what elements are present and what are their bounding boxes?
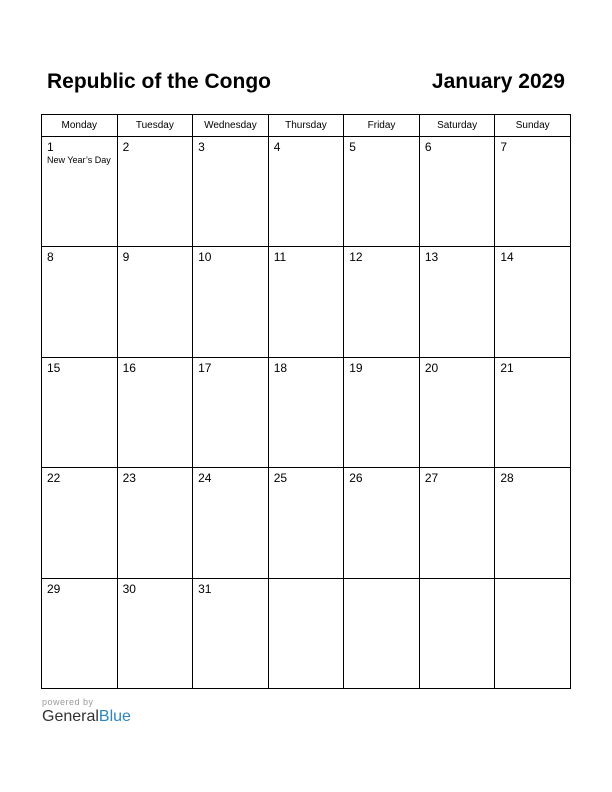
day-number: 9 (122, 250, 130, 265)
weekday-sunday: Sunday (495, 115, 571, 137)
country-title: Republic of the Congo (47, 70, 271, 93)
day-number: 26 (349, 471, 363, 486)
day-number: 1 (47, 140, 54, 154)
day-cell (117, 468, 193, 578)
day-cell (495, 468, 571, 578)
day-number: 27 (424, 471, 439, 486)
brand-blue: Blue (98, 708, 131, 725)
day-number (344, 579, 419, 582)
day-cell (42, 137, 118, 247)
calendar-grid (41, 114, 571, 689)
weekday-header-row (42, 115, 571, 137)
day-cell (117, 137, 193, 247)
day-cell (117, 578, 193, 688)
day-cell (193, 357, 269, 467)
day-cell (495, 578, 571, 688)
day-number: 14 (500, 250, 514, 265)
day-number (269, 579, 344, 582)
weekday-thursday: Thursday (268, 115, 344, 137)
day-cell (419, 137, 495, 247)
holiday-label: New Year’s Day (47, 155, 111, 165)
day-cell (495, 137, 571, 247)
day-number: 3 (198, 140, 205, 154)
day-number: 20 (424, 360, 439, 375)
day-cell (419, 247, 495, 357)
day-number: 19 (349, 360, 363, 375)
week-row (42, 137, 571, 247)
weekday-monday: Monday (42, 115, 118, 137)
day-cell (268, 357, 344, 467)
day-number: 29 (47, 581, 61, 596)
day-cell (344, 578, 420, 688)
day-number: 12 (349, 250, 363, 265)
day-cell (344, 357, 420, 467)
day-number: 21 (500, 360, 514, 375)
day-number: 18 (273, 360, 288, 375)
day-number: 8 (47, 250, 54, 265)
weekday-saturday: Saturday (419, 115, 495, 137)
day-cell (117, 247, 193, 357)
day-cell (42, 357, 118, 467)
day-cell (419, 357, 495, 467)
week-row (42, 578, 571, 688)
day-cell (117, 357, 193, 467)
day-cell (344, 247, 420, 357)
day-cell (193, 578, 269, 688)
day-cell (193, 137, 269, 247)
day-number: 6 (424, 140, 432, 154)
day-number: 30 (122, 581, 136, 596)
day-number: 4 (273, 140, 281, 154)
brand-general: General (42, 708, 99, 725)
day-number: 25 (273, 471, 288, 486)
day-number: 17 (198, 360, 212, 375)
day-number: 22 (47, 471, 61, 486)
day-number: 23 (122, 471, 136, 486)
day-number: 7 (500, 140, 508, 154)
day-cell (268, 578, 344, 688)
day-cell (42, 578, 118, 688)
day-cell (268, 137, 344, 247)
day-cell (344, 137, 420, 247)
weekday-wednesday: Wednesday (193, 115, 269, 137)
calendar-header (47, 70, 565, 100)
week-row (42, 247, 571, 357)
day-cell (268, 247, 344, 357)
day-number: 11 (273, 250, 287, 265)
week-row (42, 468, 571, 578)
day-number: 16 (122, 360, 136, 375)
day-number: 31 (198, 581, 212, 596)
day-number: 13 (424, 250, 439, 265)
day-cell (344, 468, 420, 578)
generalblue-logo[interactable] (42, 707, 131, 727)
day-number (495, 579, 570, 582)
day-cell (419, 468, 495, 578)
powered-by-text: powered by (42, 697, 94, 707)
day-number: 2 (122, 140, 130, 154)
weekday-friday: Friday (344, 115, 420, 137)
weekday-tuesday: Tuesday (117, 115, 193, 137)
day-cell (193, 468, 269, 578)
day-number: 28 (500, 471, 514, 486)
day-cell (268, 468, 344, 578)
day-cell (42, 247, 118, 357)
day-number: 5 (349, 140, 356, 154)
week-row (42, 357, 571, 467)
month-title: January 2029 (431, 70, 565, 93)
day-cell (495, 357, 571, 467)
day-number: 10 (198, 250, 212, 265)
day-cell (193, 247, 269, 357)
day-cell (495, 247, 571, 357)
day-cell (42, 468, 118, 578)
day-number: 15 (47, 360, 61, 375)
day-cell (419, 578, 495, 688)
day-number (420, 579, 495, 582)
footer (42, 697, 131, 727)
day-number: 24 (198, 471, 212, 486)
